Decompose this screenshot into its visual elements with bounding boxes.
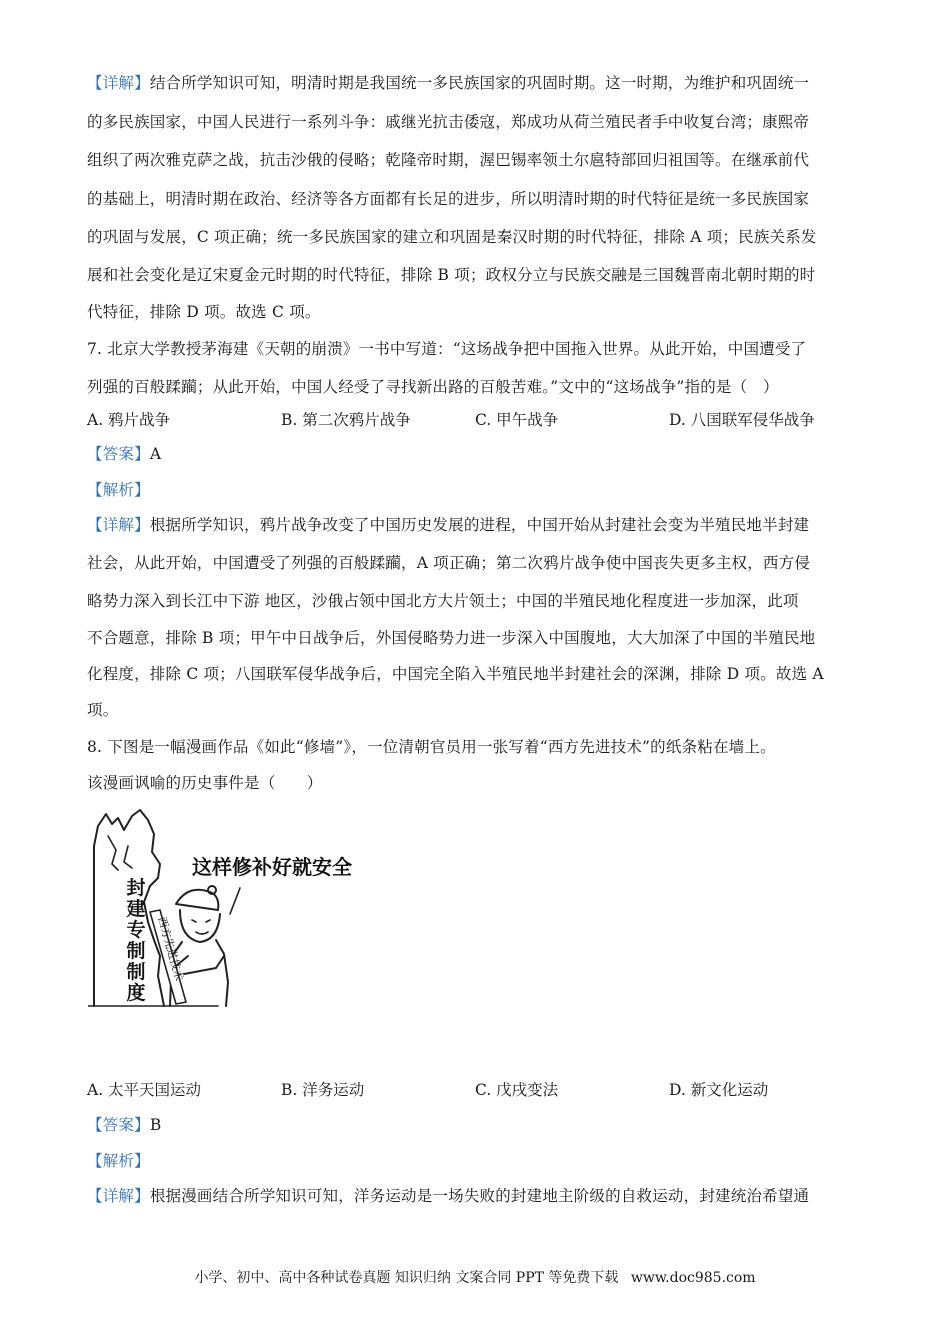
detail-tag: 【详解】 <box>87 1187 150 1205</box>
q7-detail-line-6: 项。 <box>87 701 119 719</box>
q8-option-c: C. 戊戌变法 <box>475 1081 559 1099</box>
wall-char: 专 <box>126 919 146 941</box>
q7-option-d: D. 八国联军侵华战争 <box>669 411 815 429</box>
wall-crack <box>108 836 118 870</box>
footer-text: 小学、初中、高中各种试卷真题 知识归纳 文案合同 PPT 等免费下载 <box>194 1270 619 1286</box>
q8-analysis-tag: 【解析】 <box>87 1152 150 1170</box>
cartoon-image <box>88 806 368 1011</box>
q7-option-a: A. 鸦片战争 <box>87 411 171 429</box>
q8-answer <box>87 1115 863 1135</box>
official-arm <box>184 956 224 974</box>
q7-analysis-tag: 【解析】 <box>87 481 150 499</box>
wall-char: 建 <box>126 898 146 920</box>
q6-detail-line-7: 代特征，排除 D 项。故选 C 项。 <box>87 303 321 321</box>
q8-stem-line-1: 8. 下图是一幅漫画作品《如此“修墙”》，一位清朝官员用一张写着“西方先进技术”的纸条粘在墙上。 <box>87 738 776 756</box>
q7-detail-line-4: 不合题意，排除 B 项；甲午中日战争后，外国侵略势力进一步深入中国腹地，大大加深了中国的半殖民地 <box>87 629 816 647</box>
answer-tag: 【答案】 <box>87 1116 150 1134</box>
wall-char: 度 <box>126 982 146 1004</box>
q7-detail-line-2: 社会，从此开始，中国遭受了列强的百般蹂躏，A 项正确；第二次鸦片战争使中国丧失更多主权，西方侵 <box>87 554 811 572</box>
q8-option-a: A. 太平天国运动 <box>87 1081 202 1099</box>
speech-text: 这样修补好就安全 <box>192 855 352 879</box>
q7-detail-line-3: 略势力深入到长江中下游 地区，沙俄占领中国北方大片领土；中国的半殖民地化程度进一步加深，此项 <box>87 592 799 610</box>
q7-detail-line-5: 化程度，排除 C 项；八国联军侵华战争后，中国完全陷入半殖民地半封建社会的深渊，排除 D 项。故选 A <box>87 665 824 683</box>
page-footer <box>0 1268 950 1288</box>
q7-answer <box>87 444 863 464</box>
answer-value: B <box>149 1116 162 1134</box>
wall-crack <box>124 846 132 868</box>
official-face <box>180 910 220 942</box>
answer-tag: 【答案】 <box>87 445 150 463</box>
q6-detail-line-5: 的巩固与发展，C 项正确；统一多民族国家的建立和巩固是秦汉时期的时代特征，排除 A 项；民族关系发 <box>87 228 817 246</box>
q6-detail-line-4: 的基础上，明清时期在政治、经济等各方面都有长足的进步，所以明清时期的时代特征是统一多民族国家 <box>87 190 810 208</box>
q6-detail-line-3: 组织了两次雅克萨之战，抗击沙俄的侵略；乾隆帝时期，渥巴锡率领土尔扈特部回归祖国等。在继承前代 <box>87 151 810 169</box>
wall-char: 封 <box>126 877 146 899</box>
q7-detail-line-1: 【详解】根据所学知识，鸦片战争改变了中国历史发展的进程，中国开始从封建社会变为半殖民地半封建 <box>87 516 810 534</box>
q8-option-d: D. 新文化运动 <box>669 1081 769 1099</box>
q7-option-b: B. 第二次鸦片战争 <box>281 411 411 429</box>
wall-char: 制 <box>126 961 146 983</box>
q8-option-b: B. 洋务运动 <box>281 1081 365 1099</box>
q8-detail-line-1: 【详解】根据漫画结合所学知识可知，洋务运动是一场失败的封建地主阶级的自救运动，封建统治希望通 <box>87 1187 810 1205</box>
answer-value: A <box>149 445 162 463</box>
q8-stem-line-2: 该漫画讽喻的历史事件是（ ） <box>87 774 323 792</box>
q7-stem-line-1: 7. 北京大学教授茅海建《天朝的崩溃》一书中写道：“这场战争把中国拖入世界。从此开始，中国遭受了 <box>87 340 807 358</box>
detail-tag: 【详解】 <box>87 74 150 92</box>
wall-char: 制 <box>126 940 146 962</box>
q7-option-c: C. 甲午战争 <box>475 411 559 429</box>
q7-stem-line-2: 列强的百般蹂躏；从此开始，中国人经受了寻找新出路的百般苦难。”文中的“这场战争”指的是（ ） <box>87 378 779 396</box>
official-hat <box>176 890 218 910</box>
detail-tag: 【详解】 <box>87 516 150 534</box>
q6-detail-line-6: 展和社会变化是辽宋夏金元时期的时代特征，排除 B 项；政权分立与民族交融是三国魏晋南北朝时期的时 <box>87 266 816 284</box>
paper-text: 西方先进技术 <box>155 915 186 983</box>
q6-detail-line-1: 【详解】结合所学知识可知，明清时期是我国统一多民族国家的巩固时期。这一时期，为维护和巩固统一 <box>87 74 810 92</box>
footer-link[interactable]: www.doc985.com <box>630 1270 756 1286</box>
q6-detail-line-2: 的多民族国家，中国人民进行一系列斗争：戚继光抗击倭寇，郑成功从荷兰殖民者手中收复台湾；康熙帝 <box>87 113 810 131</box>
